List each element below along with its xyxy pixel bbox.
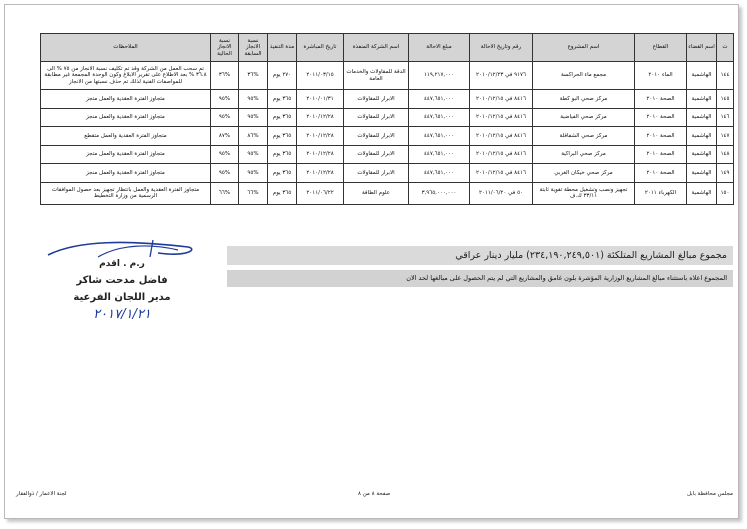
- cell-company: علوم الطاقة: [344, 182, 409, 204]
- signature-title: مدير اللجان الفرعية: [73, 292, 171, 303]
- table-header-row: [41, 34, 734, 62]
- cell-company: الابرار للمقاولات: [344, 164, 409, 183]
- cell-project: مركز صحي البو كطة: [533, 90, 635, 109]
- cell-prev: %٦٦: [239, 182, 268, 204]
- cell-notes: متجاوز الفترة العقدية والعمل منجز: [41, 164, 211, 183]
- cell-num: ١٤٩: [717, 164, 734, 183]
- cell-project: مجمع ماء الحراكسة: [533, 62, 635, 90]
- cell-contract: ٨٤١٦ في ٢٠١٠/١٢/١٥: [470, 127, 533, 146]
- cell-start: ٢٠١٠/١٢/٢٨: [297, 164, 344, 183]
- cell-sector: الكهرباء ٢٠١١: [635, 182, 687, 204]
- cell-curr: %٣٦: [211, 62, 239, 90]
- cell-curr: %٩٥: [211, 108, 239, 127]
- cell-start: ٢٠١١/٠٣/١٥: [297, 62, 344, 90]
- cell-num: ١٤٦: [717, 108, 734, 127]
- cell-company: الابرار للمقاولات: [344, 127, 409, 146]
- cell-district: الهاشمية: [687, 145, 717, 164]
- cell-contract: ٨٤١٦ في ٢٠١٠/١٢/١٥: [470, 145, 533, 164]
- cell-amount: ٤٤٧,٦٥١,٠٠٠: [409, 145, 470, 164]
- cell-curr: %٩٥: [211, 164, 239, 183]
- cell-contract: ٨٤١٦ في ٢٠١٠/١٢/١٥: [470, 108, 533, 127]
- signature-name: فاضل مدحت شاكر: [76, 275, 168, 286]
- cell-sector: الصحة ٢٠١٠: [635, 164, 687, 183]
- cell-num: ١٤٨: [717, 145, 734, 164]
- cell-sector: الصحة ٢٠١٠: [635, 108, 687, 127]
- cell-notes: متجاوز الفترة العقدية والعمل متجز: [41, 145, 211, 164]
- cell-company: الدقة للمقاولات والخدمات العامة: [344, 62, 409, 90]
- header-duration: مدة التنفيذ: [268, 34, 297, 62]
- cell-curr: %٩٥: [211, 90, 239, 109]
- cell-duration: ٣٦٥ يوم: [268, 182, 297, 204]
- cell-sector: الصحة ٢٠١٠: [635, 145, 687, 164]
- cell-amount: ٤٤٧,٦٥١,٠٠٠: [409, 108, 470, 127]
- cell-district: الهاشمية: [687, 108, 717, 127]
- cell-project: مركز صحي البراكية: [533, 145, 635, 164]
- cell-curr: %٩٥: [211, 145, 239, 164]
- header-start: تاريخ المباشرة: [297, 34, 344, 62]
- header-num: ت: [717, 34, 734, 62]
- cell-district: الهاشمية: [687, 164, 717, 183]
- cell-project: مركز صحي الشفافلة: [533, 127, 635, 146]
- cell-company: الابرار للمقاولات: [344, 108, 409, 127]
- cell-company: الابرار للمقاولات: [344, 90, 409, 109]
- cell-start: ٢٠١٠/١٢/٢٨: [297, 127, 344, 146]
- table-row: [41, 164, 734, 183]
- projects-table: [40, 33, 734, 205]
- header-sector: القطاع: [635, 34, 687, 62]
- cell-project: مركز صحي خيكان الغربي: [533, 164, 635, 183]
- cell-notes: تم سحب العمل من الشركة وقد تم تكليف نسبة الانجاز من ٧٥ % الى ٣٦.٨ % بعد الاطلاع على تقرير الابلاغ وكون الوحدة المجمعة غير مطابقة للمواصفات الفنية لذلك تم حذف نسبتها من الانجاز: [41, 62, 211, 90]
- cell-sector: الصحة ٢٠١٠: [635, 90, 687, 109]
- cell-prev: %٩٥: [239, 90, 268, 109]
- cell-start: ٢٠١٠/١٢/٢٨: [297, 145, 344, 164]
- cell-district: الهاشمية: [687, 62, 717, 90]
- cell-sector: الماء ٢٠١٠: [635, 62, 687, 90]
- cell-start: ٢٠١٠/١٢/٢٨: [297, 108, 344, 127]
- cell-curr: %٨٧: [211, 127, 239, 146]
- header-company: اسم الشركة المنفذة: [344, 34, 409, 62]
- cell-sector: الصحة ٢٠١٠: [635, 127, 687, 146]
- cell-project: تجهيز ونصب وتشغيل محطة تقوية ثابتة ٣٣/١١ ك.ف: [533, 182, 635, 204]
- cell-contract: ٨٤١٦ في ٢٠١٠/١٢/١٥: [470, 90, 533, 109]
- footer-committee: لجنة الاعمار / ذوالفقار: [16, 491, 67, 497]
- header-prev: نسبة الانجاز السابقة: [239, 34, 268, 62]
- header-district: اسم القضاء: [687, 34, 717, 62]
- cell-notes: متجاوز الفترة العقدية والعمل منجز: [41, 108, 211, 127]
- header-contract: رقم وتاريخ الاحالة: [470, 34, 533, 62]
- cell-duration: ٢٧٠ يوم: [268, 62, 297, 90]
- table-row: [41, 108, 734, 127]
- cell-contract: ٨٤١٦ في ٢٠١٠/١٢/١٥: [470, 164, 533, 183]
- cell-prev: %٣٦: [239, 62, 268, 90]
- cell-notes: متجاوز الفترة العقدية والعمل متجز: [41, 90, 211, 109]
- cell-start: ٢٠١١/٠٦/٢٢: [297, 182, 344, 204]
- cell-duration: ٣٦٥ يوم: [268, 127, 297, 146]
- cell-prev: %٩٥: [239, 164, 268, 183]
- cell-amount: ٤٤٧,٦٥١,٠٠٠: [409, 127, 470, 146]
- cell-duration: ٣٦٥ يوم: [268, 145, 297, 164]
- header-curr: نسبة الانجاز الحالية: [211, 34, 239, 62]
- cell-company: الابرار للمقاولات: [344, 145, 409, 164]
- footer-council: مجلس محافظة بابل: [687, 491, 733, 497]
- cell-district: الهاشمية: [687, 90, 717, 109]
- cell-num: ١٤٧: [717, 127, 734, 146]
- header-notes: الملاحظات: [41, 34, 211, 62]
- cell-amount: ١١٩,٢١٧,٠٠٠: [409, 62, 470, 90]
- cell-duration: ٣٦٥ يوم: [268, 108, 297, 127]
- cell-contract: ٩١٧٦ في ٢٠١٠/١٢/٢٣: [470, 62, 533, 90]
- cell-contract: ٥٠ في ٢٠١١/٠٦/٢٠: [470, 182, 533, 204]
- cell-num: ١٥٠: [717, 182, 734, 204]
- table-row: [41, 127, 734, 146]
- cell-notes: متجاوز الفترة العقدية والعمل متقطع: [41, 127, 211, 146]
- header-amount: مبلغ الاحالة: [409, 34, 470, 62]
- table-row: [41, 182, 734, 204]
- table-row: [41, 62, 734, 90]
- cell-amount: ٣,٩٦٥,٠٠٠,٠٠٠: [409, 182, 470, 204]
- signature-rank: ر.م . اقدم: [99, 259, 145, 269]
- cell-prev: %٩٥: [239, 108, 268, 127]
- table-row: [41, 145, 734, 164]
- cell-num: ١٤٤: [717, 62, 734, 90]
- cell-start: ٢٠١٠/٠١/٣١: [297, 90, 344, 109]
- cell-notes: متجاوز الفترة العقدية والعمل بانتظار تجهيز بعد حصول الموافقات الرسمية من وزارة التخطيط: [41, 182, 211, 204]
- table-row: [41, 90, 734, 109]
- total-amount-banner: مجموع مبالغ المشاريع المتلكئة (٢٣٤,١٩٠,٢٤٩,٥٠١) مليار دينار عراقي: [227, 246, 733, 265]
- cell-district: الهاشمية: [687, 182, 717, 204]
- cell-district: الهاشمية: [687, 127, 717, 146]
- cell-amount: ٤٤٧,٦٥١,٠٠٠: [409, 164, 470, 183]
- cell-num: ١٤٥: [717, 90, 734, 109]
- header-project: اسم المشروع: [533, 34, 635, 62]
- cell-prev: %٩٥: [239, 145, 268, 164]
- cell-duration: ٣٦٥ يوم: [268, 164, 297, 183]
- cell-curr: %٦٦: [211, 182, 239, 204]
- cell-amount: ٤٤٧,٦٥١,٠٠٠: [409, 90, 470, 109]
- cell-project: مركز صحي الفياضية: [533, 108, 635, 127]
- handwritten-date: ٢٠١٧/١/٢١: [93, 307, 151, 322]
- cell-duration: ٣٦٥ يوم: [268, 90, 297, 109]
- cell-prev: %٨٦: [239, 127, 268, 146]
- footer-page-number: صفحة ٨ من ٨: [358, 491, 391, 497]
- total-note-banner: المجموع اعلاه باستثناء مبالغ المشاريع الوزارية المؤشرة بلون غامق والمشاريع التي لم يتم الحصول على مبالغها لحد الان: [227, 270, 733, 287]
